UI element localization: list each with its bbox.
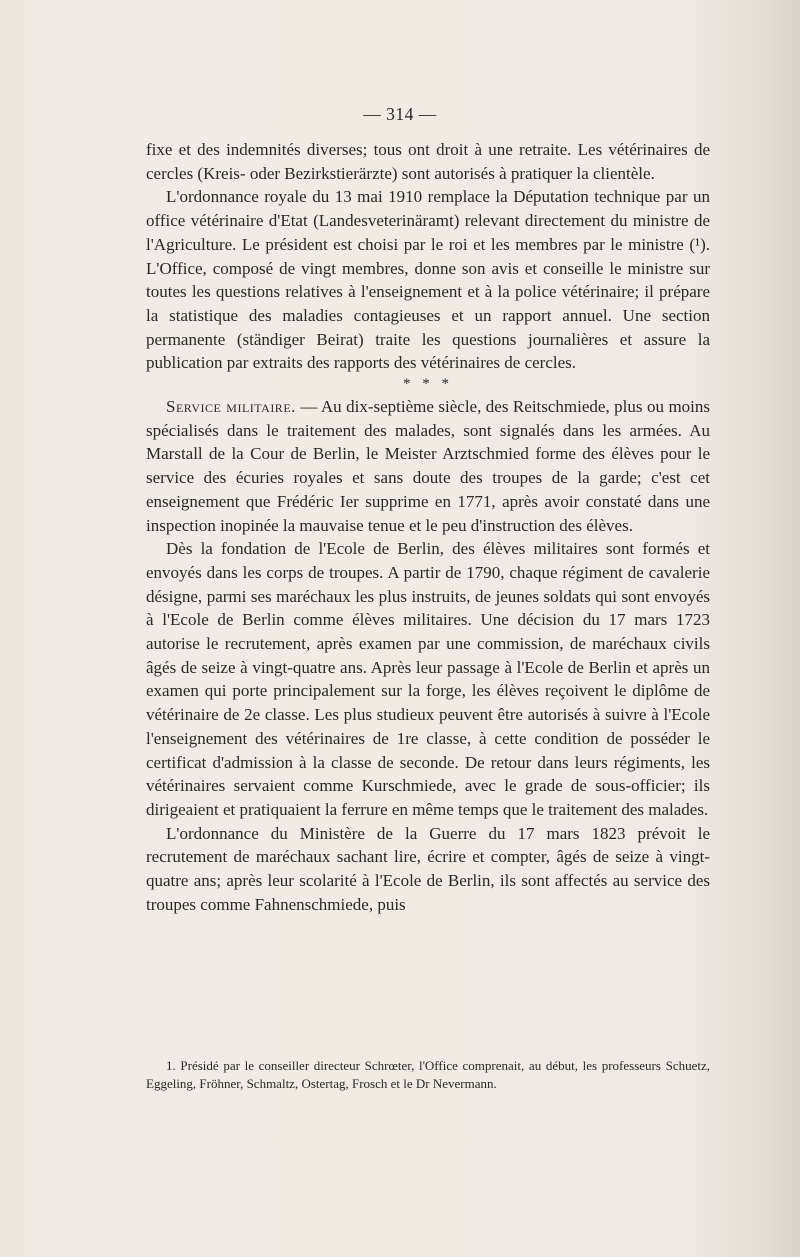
page-number: — 314 — (363, 104, 437, 124)
main-text (146, 138, 710, 917)
paragraph-5: L'ordonnance du Ministère de la Guerre du 17 mars 1823 prévoit le recrutement de maréchaux sachant lire, écrire et compter, âgés de seize à vingt-quatre ans; après leur scolarité à l'Ecole de Berlin, ils sont affectés au service des troupes comme Fahnenschmiede, puis (146, 823, 710, 914)
section-separator: * * * (403, 376, 453, 393)
paragraph-1: fixe et des indemnités diverses; tous ont droit à une retraite. Les vétérinaires de cercles (Kreis- oder Bezirkstierärzte) sont autorisés à pratiquer la clientèle. (146, 140, 710, 183)
paragraph-3 (146, 395, 710, 537)
paragraph-2: L'ordonnance royale du 13 mai 1910 remplace la Députation technique par un office vétérinaire d'Etat (Landesveterinäramt) relevant directement du ministre de l'Agriculture. Le président est choisi par le roi et les membres par le ministre (¹). L'Office, composé de vingt membres, donne son avis et conseille le ministre sur toutes les questions relatives à l'enseignement et à la police vétérinaire; il prépare la statistique des maladies contagieuses et un rapport annuel. Une section permanente (ständiger Beirat) traite les questions journalières et assure la publication par extraits des rapports des vétérinaires de cercles. (146, 187, 710, 373)
paragraph-4: Dès la fondation de l'Ecole de Berlin, des élèves militaires sont formés et envoyés dans les corps de troupes. A partir de 1790, chaque régiment de cavalerie désigne, parmi ses maréchaux les plus instruits, de jeunes soldats qui sont envoyés à l'Ecole de Berlin comme élèves militaires. Une décision du 17 mars 1723 autorise le recrutement, après examen par une commission, de maréchaux civils âgés de seize à vingt-quatre ans. Après leur passage à l'Ecole de Berlin et après un examen qui porte principalement sur la forge, les élèves reçoivent le diplôme de vétérinaire de 2e classe. Les plus studieux peuvent être autorisés à suivre à l'Ecole l'enseignement des vétérinaires de 1re classe, à cette condition de posséder le certificat d'admission à la classe de seconde. De retour dans leurs régiments, les vétérinaires servaient comme Kurschmiede, avec le grade de sous-officier; ils dirigeaient et pratiquaient la ferrure en même temps que le traitement des malades. (146, 539, 710, 819)
paragraph-3-text: — Au dix-septième siècle, des Reitschmiede, plus ou moins spécialisés dans le traitement des malades, sont signalés dans les armées. Au Marstall de la Cour de Berlin, le Meister Arztschmied forme des élèves pour le service des écuries royales et sans doute des troupes de la garde; c'est cet enseignement que Frédéric Ier supprime en 1771, après avoir constaté dans une inspection inopinée la mauvaise tenue et le peu d'instruction des élèves. (146, 397, 711, 535)
footnote (146, 1057, 710, 1092)
footnote-text: 1. Présidé par le conseiller directeur Schrœter, l'Office comprenait, au début, les professeurs Schuetz, Eggeling, Fröhner, Schmaltz, Ostertag, Frosch et le Dr Nevermann. (146, 1058, 710, 1091)
section-heading: Service militaire. (166, 397, 296, 417)
